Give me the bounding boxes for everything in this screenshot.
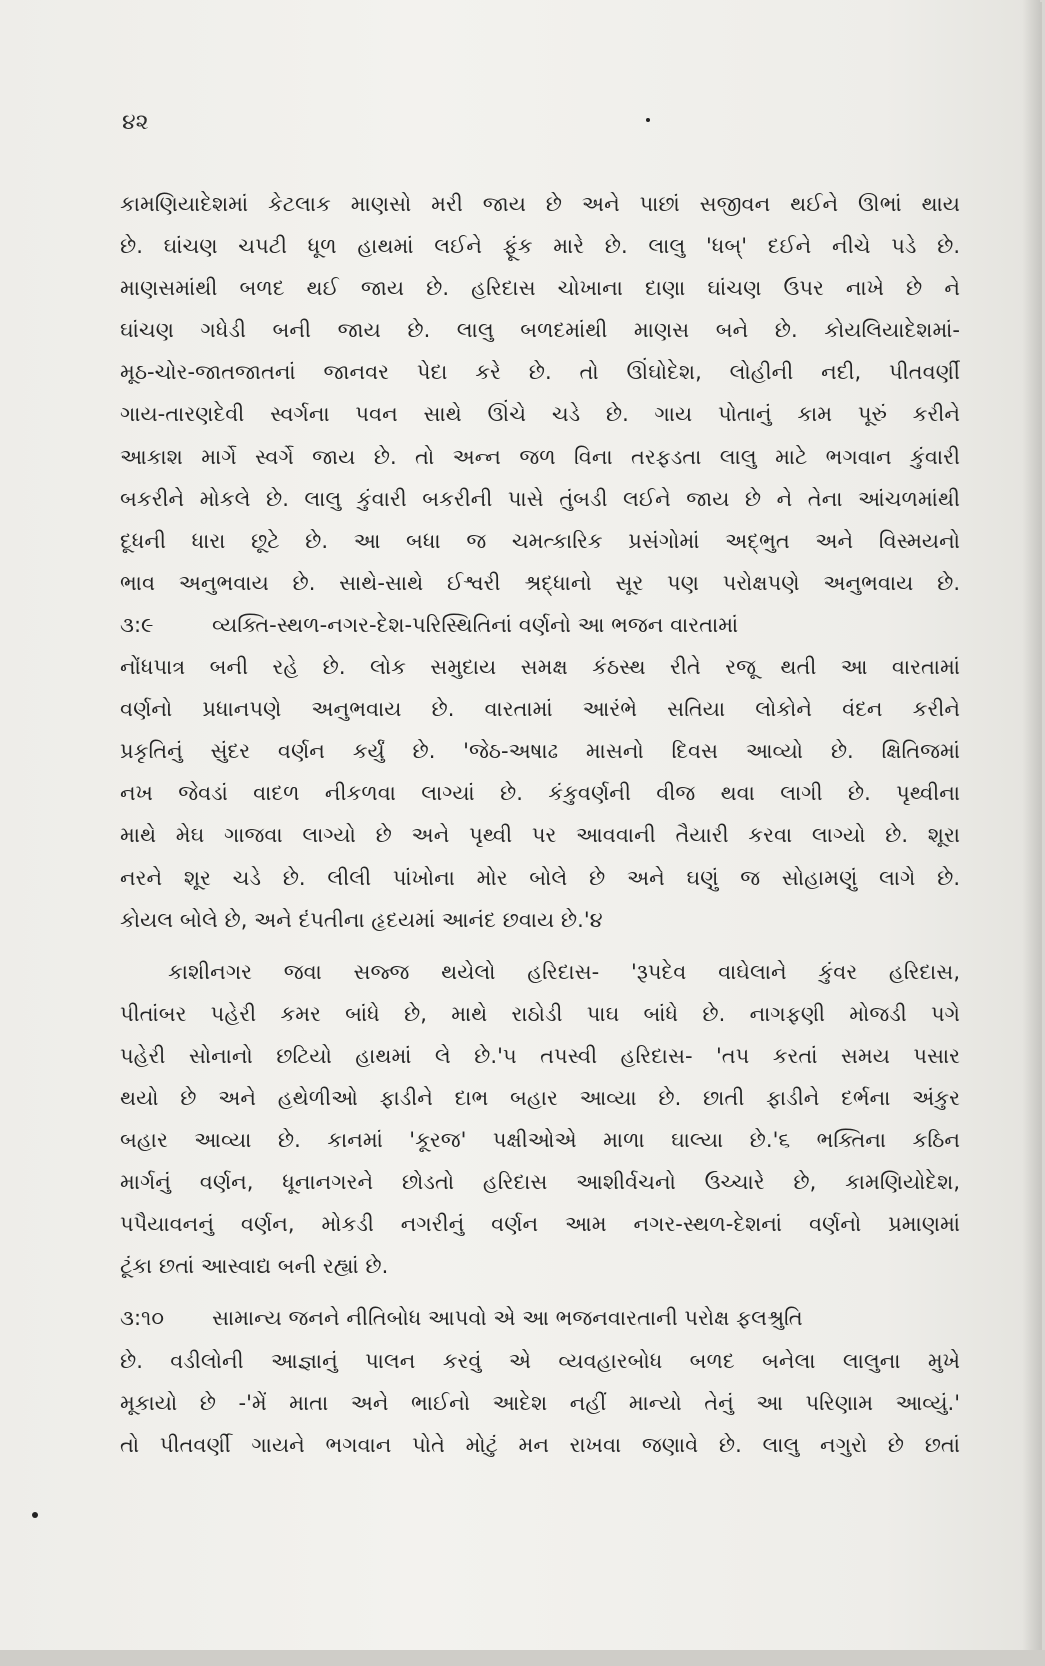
page-number: ૪૨ [122,110,149,135]
text-line: મૂઠ-ચોર-જાતજાતનાં જાનવર પેદા કરે છે. તો ઊંઘોદેશ, લોહીની નદી, પીતવર્ણી [120,360,960,385]
ink-speck [646,118,650,122]
paragraph-3 [120,951,960,1288]
text-line: વર્ણનો પ્રધાનપણે અનુભવાય છે. વારતામાં આરંભે સતિયા લોકોને વંદન કરીને [120,697,960,722]
section-3-10 [120,1297,960,1465]
text-line [120,604,960,646]
text-line: બકરીને મોકલે છે. લાલુ કુંવારી બકરીની પાસે તુંબડી લઈને જાય છે ને તેના આંચળમાંથી [120,486,960,511]
section-first-line: વ્યક્તિ-સ્થળ-નગર-દેશ-પરિસ્થિતિનાં વર્ણનો આ ભજન વારતામાં [212,612,739,637]
text-line: છે. વડીલોની આજ્ઞાનું પાલન કરવું એ વ્યવહારબોધ બળદ બનેલા લાલુના મુખે [120,1348,960,1373]
text-line: પીતાંબર પહેરી કમર બાંધે છે, માથે રાઠોડી પાઘ બાંધે છે. નાગફણી મોજડી પગે [120,1001,960,1026]
paragraph-gap [120,1287,960,1297]
text-line: તો પીતવર્ણી ગાયને ભગવાન પોતે મોટું મન રાખવા જણાવે છે. લાલુ નગુરો છે છતાં [120,1432,960,1457]
page-spine-shadow [1022,0,1040,1650]
text-line: ભાવ અનુભવાય છે. સાથે-સાથે ઈશ્વરી શ્રદ્ધાનો સૂર પણ પરોક્ષપણે અનુભવાય છે. [120,570,960,595]
text-line: પ્રકૃતિનું સુંદર વર્ણન કર્યું છે. 'જેઠ-અષાઢ માસનો દિવસ આવ્યો છે. ક્ષિતિજમાં [120,739,960,764]
text-line: કોયલ બોલે છે, અને દંપતીના હૃદયમાં આનંદ છવાય છે.'૪ [120,907,603,932]
section-number: ૩:૧૦ [120,1306,164,1331]
text-line: નરને શૂર ચડે છે. લીલી પાંખોના મોર બોલે છે અને ઘણું જ સોહામણું લાગે છે. [120,865,960,890]
text-line: ઘાંચણ ગધેડી બની જાય છે. લાલુ બળદમાંથી માણસ બને છે. કોયલિયાદેશમાં- [120,318,960,343]
text-line: માણસમાંથી બળદ થઈ જાય છે. હરિદાસ ચોખાના દાણા ઘાંચણ ઉપર નાખે છે ને [120,276,960,301]
section-number: ૩:૯ [120,612,154,637]
text-line: મૂકાયો છે -'મેં માતા અને ભાઈનો આદેશ નહીં માન્યો તેનું આ પરિણામ આવ્યું.' [120,1390,960,1415]
text-line: દૂધની ધારા છૂટે છે. આ બધા જ ચમત્કારિક પ્રસંગોમાં અદ્ભુત અને વિસ્મયનો [120,528,960,553]
scan-edge [0,1650,1045,1666]
text-line: પપૈયાવનનું વર્ણન, મોકડી નગરીનું વર્ણન આમ નગર-સ્થળ-દેશનાં વર્ણનો પ્રમાણમાં [120,1212,960,1237]
text-line: કાશીનગર જવા સજ્જ થયેલો હરિદાસ- 'રૂપદેવ વાઘેલાને કુંવર હરિદાસ, [168,959,960,984]
text-line: ટૂંકા છતાં આસ્વાદ્ય બની રહ્યાં છે. [120,1254,389,1279]
section-first-line: સામાન્ય જનને નીતિબોધ આપવો એ આ ભજનવારતાની પરોક્ષ ફલશ્રુતિ [212,1306,803,1331]
text-line: નોંધપાત્ર બની રહે છે. લોક સમુદાય સમક્ષ કંઠસ્થ રીતે રજૂ થતી આ વારતામાં [120,655,960,680]
paragraph-gap [120,941,960,951]
text-line: ગાય-તારણદેવી સ્વર્ગના પવન સાથે ઊંચે ચડે છે. ગાય પોતાનું કામ પૂરું કરીને [120,402,960,427]
text-line: કામણિયાદેશમાં કેટલાક માણસો મરી જાય છે અને પાછાં સજીવન થઈને ઊભાં થાય [120,192,960,216]
text-line: પહેરી સોનાનો છટિયો હાથમાં લે છે.'૫ તપસ્વી હરિદાસ- 'તપ કરતાં સમય પસાર [120,1043,960,1068]
text-line: આકાશ માર્ગે સ્વર્ગે જાય છે. તો અન્ન જળ વિના તરફડતા લાલુ માટે ભગવાન કુંવારી [120,444,960,469]
text-line: માથે મેઘ ગાજવા લાગ્યો છે અને પૃથ્વી પર આવવાની તૈયારી કરવા લાગ્યો છે. શૂરા [120,823,960,848]
ink-speck [32,1512,38,1518]
paragraph-1 [120,183,960,604]
text-line: થયો છે અને હથેળીઓ ફાડીને દાભ બહાર આવ્યા છે. છાતી ફાડીને દર્ભના અંકુર [120,1085,960,1110]
section-3-9 [120,604,960,941]
body-text [120,183,960,1466]
text-line: છે. ઘાંચણ ચપટી ધૂળ હાથમાં લઈને ફૂંક મારે છે. લાલુ 'ધબ્' દઈને નીચે પડે છે. [120,234,960,259]
text-line: બહાર આવ્યા છે. કાનમાં 'કૂરજ' પક્ષીઓએ માળા ઘાલ્યા છે.'૬ ભક્તિના કઠિન [120,1128,960,1153]
text-line [120,1297,960,1339]
text-line: નખ જેવડાં વાદળ નીકળવા લાગ્યાં છે. કંકુવર્ણની વીજ થવા લાગી છે. પૃથ્વીના [120,781,960,806]
text-line: માર્ગનું વર્ણન, ધૂનાનગરને છોડતો હરિદાસ આશીર્વચનો ઉચ્ચારે છે, કામણિયોદેશ, [120,1170,960,1195]
